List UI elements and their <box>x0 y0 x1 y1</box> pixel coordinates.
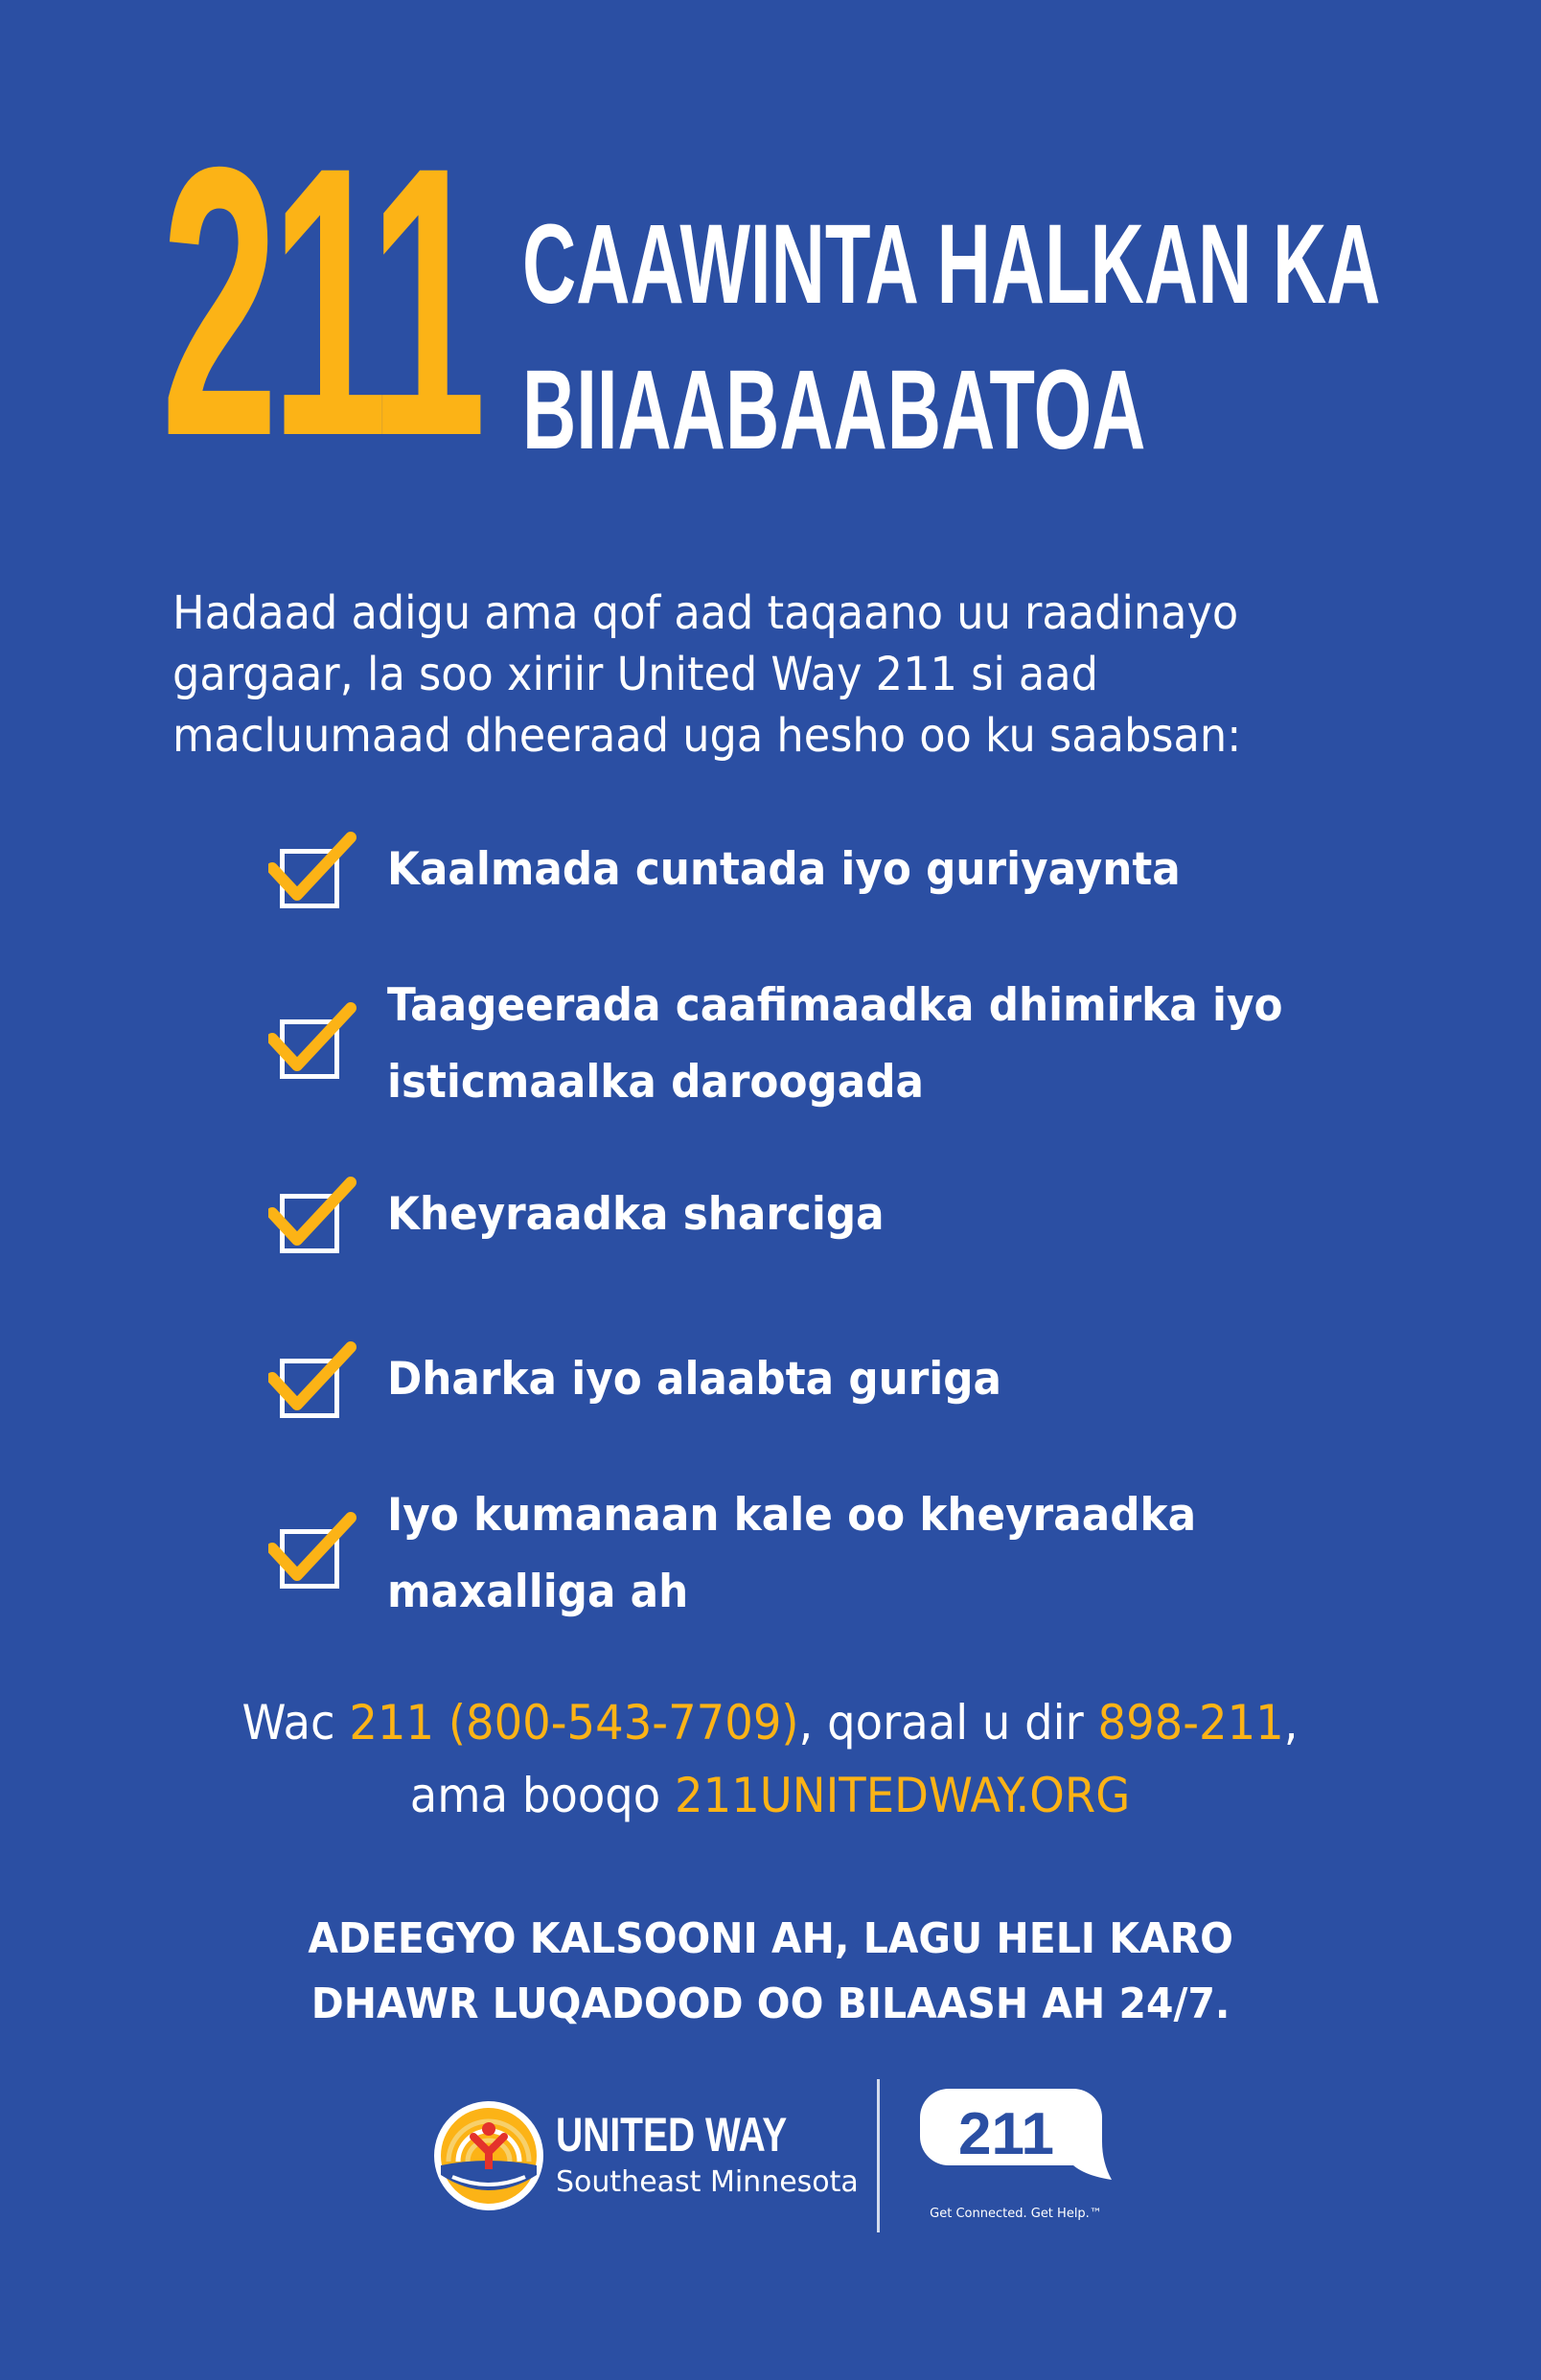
contact-line2: ama booqo 211UNITEDWAY.ORG <box>410 1768 1131 1823</box>
intro-line1: Hadaad adigu ama qof aad taqaano uu raadinayo <box>172 586 1239 640</box>
tagline-line1: ADEEGYO KALSOONI AH, LAGU HELI KARO <box>308 1914 1233 1963</box>
text-number-link[interactable]: 898-211 <box>1097 1695 1285 1751</box>
checklist-item-text: Kheyraadka sharciga <box>387 1188 885 1241</box>
service-tagline <box>0 1907 1541 2037</box>
hero-headline <box>522 192 1381 483</box>
checklist-item-text: Iyo kumanaan kale oo kheyraadka maxalliga ah <box>387 1489 1197 1618</box>
phone-number-link[interactable]: 211 (800-543-7709) <box>349 1695 800 1751</box>
tagline-line2: DHAWR LUQADOOD OO BILAASH AH 24/7. <box>310 1980 1230 2028</box>
org-name: UNITED WAY <box>556 2108 788 2162</box>
bubble-number: 211 <box>957 2101 1055 2167</box>
hero-headline-line1: CAAWINTA HALKAN KA <box>522 201 1381 328</box>
checkmark-icon <box>268 832 360 918</box>
checklist-item-text: Dharka iyo alaabta guriga <box>387 1353 1002 1406</box>
checkmark-icon <box>268 1341 360 1428</box>
contact-info <box>0 1686 1541 1832</box>
checkmark-icon <box>268 1002 360 1088</box>
website-link[interactable]: 211UNITEDWAY.ORG <box>675 1768 1131 1823</box>
hero-headline-line2: BIIAABAABATOA <box>522 347 1146 473</box>
footer-logos <box>0 2070 1541 2242</box>
hero-number: 211 <box>161 87 479 515</box>
org-region: Southeast Minnesota <box>556 2165 859 2199</box>
bubble-tagline: Get Connected. Get Help.™ <box>930 2207 1102 2221</box>
intro-paragraph <box>172 583 1331 767</box>
checklist-item-text: Kaalmada cuntada iyo guriyaynta <box>387 843 1181 896</box>
intro-line3: macluumaad dheeraad uga hesho oo ku saabsan: <box>172 709 1242 763</box>
checkmark-icon <box>268 1512 360 1598</box>
contact-line1: Wac 211 (800-543-7709), qoraal u dir 898-211, <box>242 1695 1300 1751</box>
footer-divider <box>877 2079 880 2232</box>
checklist-item-text: Taageerada caafimaadka dhimirka iyo isticmaalka daroogada <box>387 979 1283 1109</box>
checkmark-icon <box>268 1177 360 1263</box>
hero-header <box>0 0 1541 515</box>
intro-line2: gargaar, la soo xiriir United Way 211 si aad <box>172 648 1098 701</box>
united-way-logo-icon <box>431 2098 546 2213</box>
